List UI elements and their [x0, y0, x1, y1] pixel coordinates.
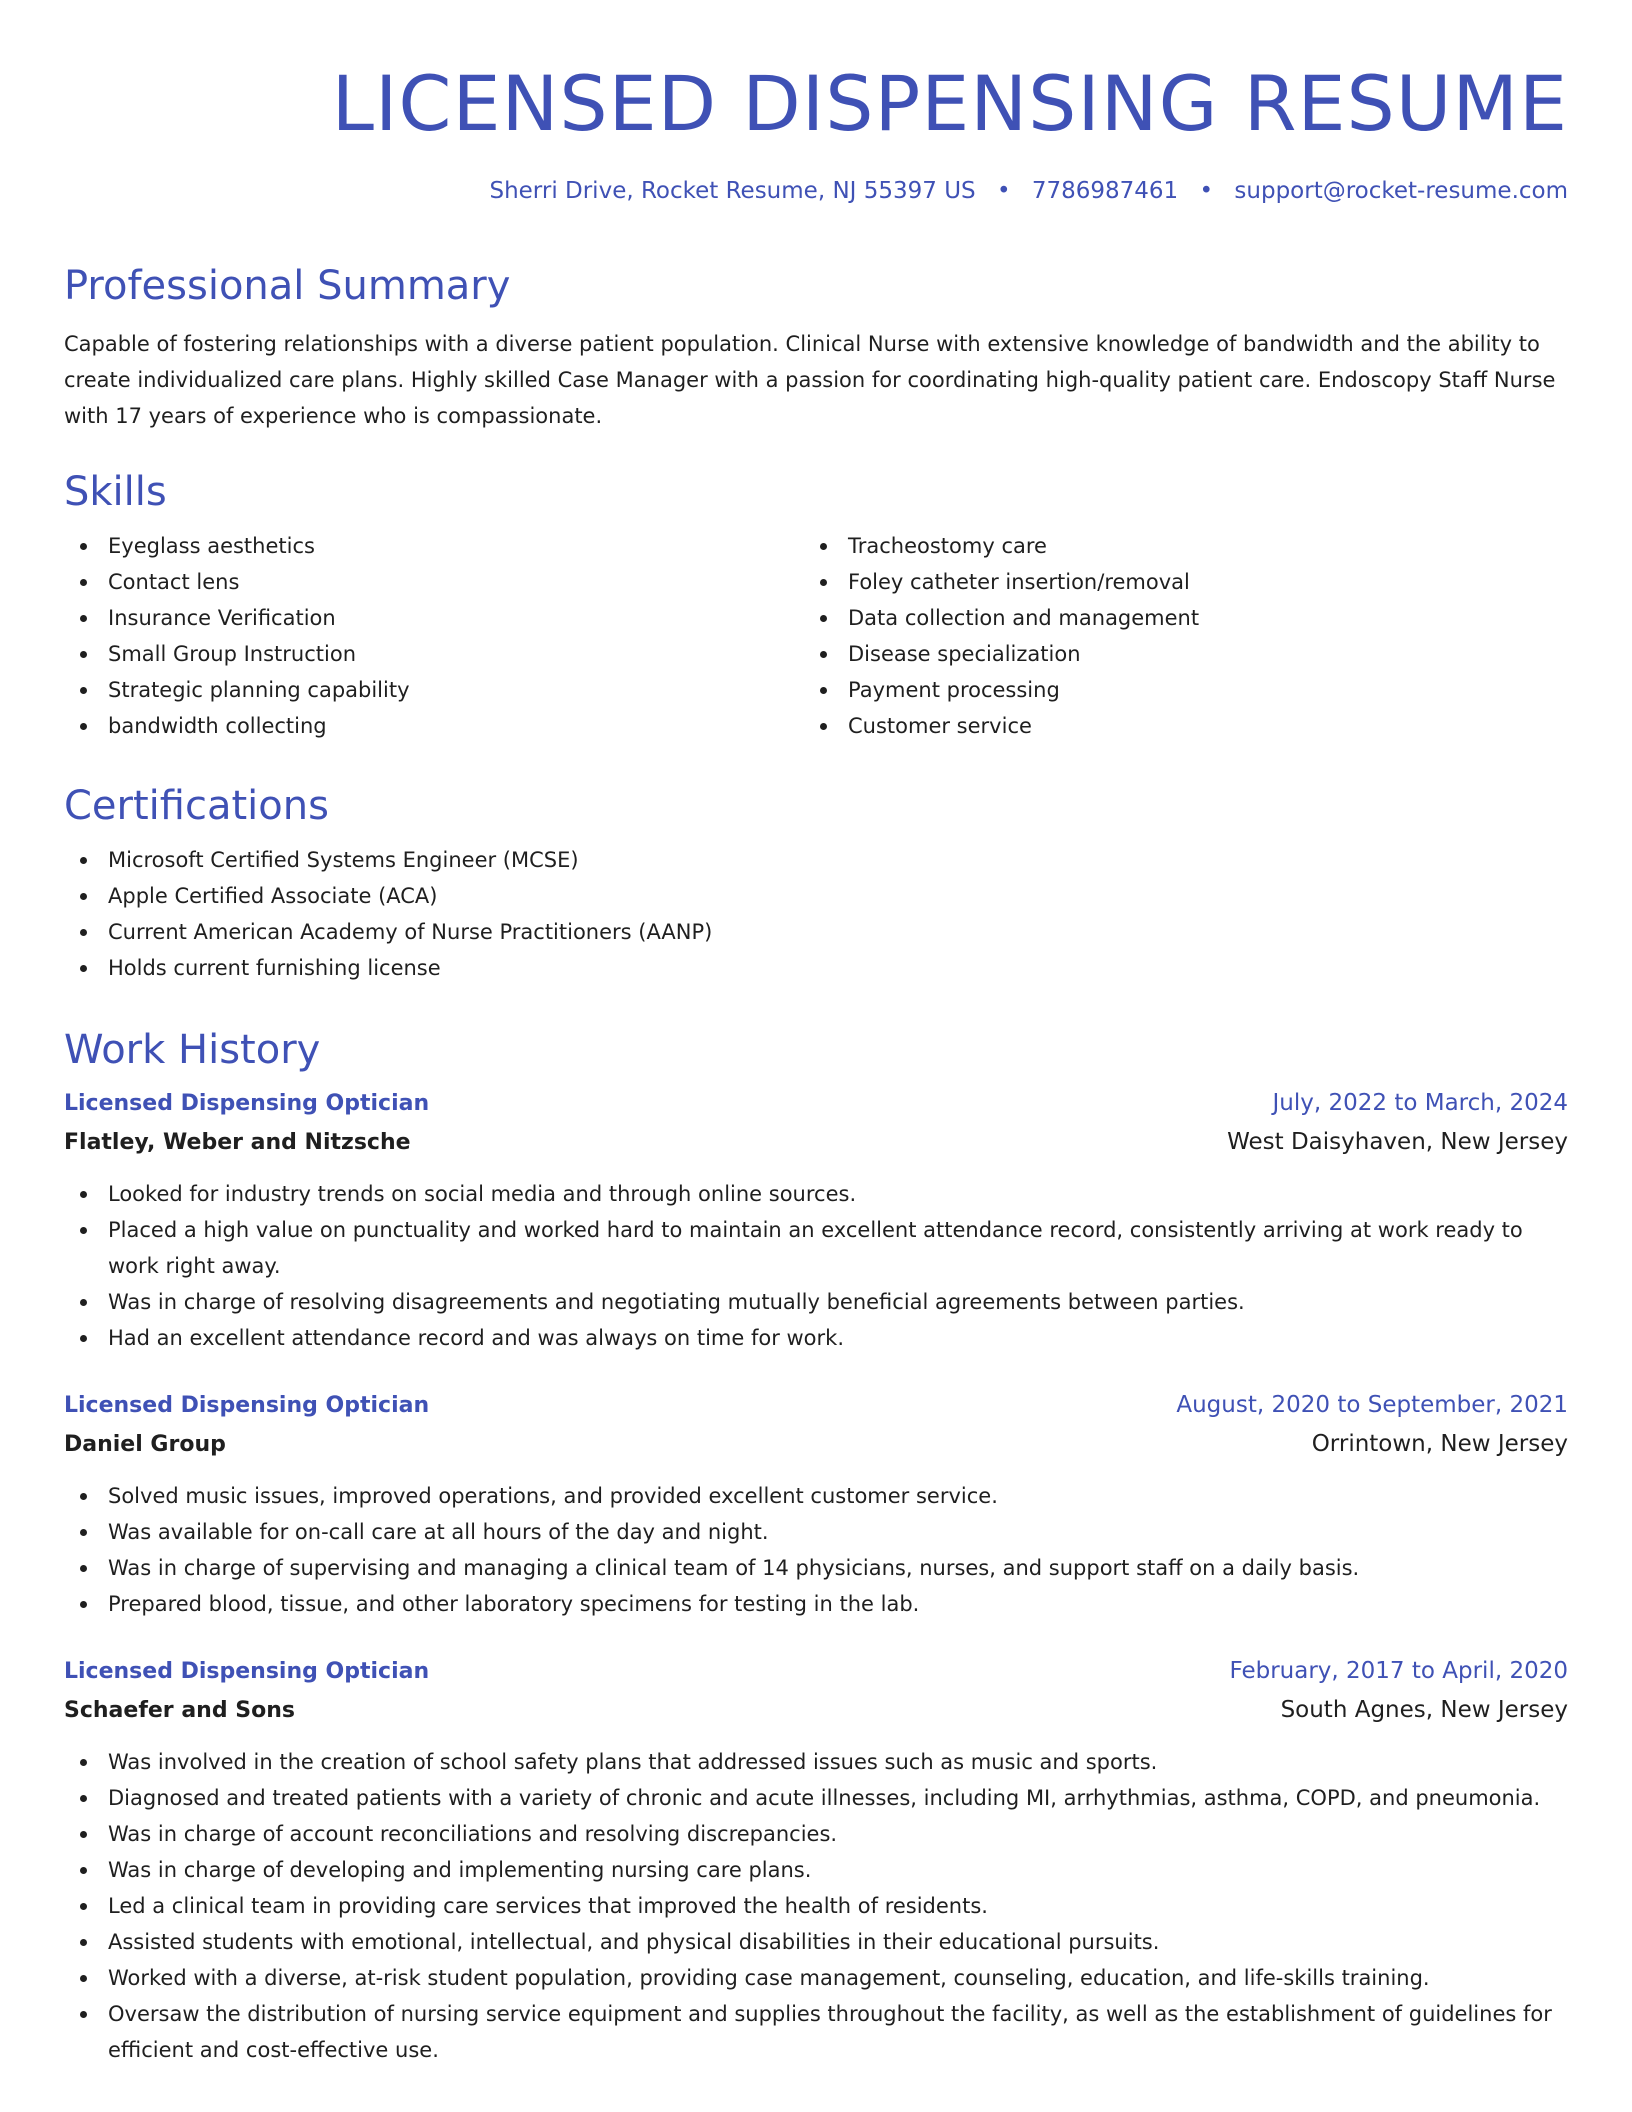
section-title: Certifications	[64, 783, 329, 829]
resume-name: LICENSED DISPENSING RESUME	[331, 59, 1568, 148]
job-bullet: Led a clinical team in providing care services that improved the health of residents.	[64, 1888, 1568, 1924]
certification-item: Microsoft Certified Systems Engineer (MCSE)	[64, 842, 1568, 878]
job-title: Licensed Dispensing Optician	[64, 1091, 430, 1116]
job-location: Orrintown, New Jersey	[1311, 1431, 1568, 1457]
summary-text: Capable of fostering relationships with a diverse patient population. Clinical Nurse with extensive knowledge of bandwidth and the ability to create individualized care plans. Highly skilled Case Manager with a passion for coordinating high-quality patient care. Endoscopy Staff Nurse with 17 years of experience who is compassionate.	[64, 332, 1556, 428]
contact-line	[489, 178, 1568, 204]
job-dates: August, 2020 to September, 2021	[1176, 1392, 1568, 1418]
certifications-section	[64, 780, 1568, 986]
skill-item: Foley catheter insertion/removal	[804, 564, 1544, 600]
job-bullet: Worked with a diverse, at-risk student population, providing case management, counseling, education, and life-skills training.	[64, 1960, 1568, 1996]
skill-item: Eyeglass aesthetics	[64, 528, 804, 564]
work-history-section	[64, 1024, 1568, 2068]
job-bullet: Was in charge of account reconciliations and resolving discrepancies.	[64, 1816, 1568, 1852]
job-dates: February, 2017 to April, 2020	[1229, 1658, 1568, 1684]
job-entry	[64, 1386, 1568, 1622]
certification-item: Holds current furnishing license	[64, 950, 1568, 986]
job-bullet: Oversaw the distribution of nursing service equipment and supplies throughout the facility, as well as the establishment of guidelines for efficient and cost-effective use.	[64, 1996, 1568, 2068]
job-location: West Daisyhaven, New Jersey	[1227, 1129, 1568, 1155]
job-header	[64, 1652, 1568, 1691]
job-bullet: Was in charge of supervising and managing a clinical team of 14 physicians, nurses, and support staff on a daily basis.	[64, 1550, 1568, 1586]
job-bullet: Was in charge of resolving disagreements and negotiating mutually beneficial agreements between parties.	[64, 1284, 1568, 1320]
job-company: Flatley, Weber and Nitzsche	[64, 1130, 411, 1155]
skills-column-right	[804, 528, 1544, 744]
skill-item: Tracheostomy care	[804, 528, 1544, 564]
job-bullets	[64, 1744, 1568, 2068]
skill-item: Insurance Verification	[64, 600, 804, 636]
contact-address: Sherri Drive, Rocket Resume, NJ 55397 US	[489, 178, 976, 204]
skills-section	[64, 466, 1568, 744]
skills-list-right	[804, 528, 1544, 744]
job-bullet: Placed a high value on punctuality and worked hard to maintain an excellent attendance record, consistently arriving at work ready to work right away.	[64, 1212, 1568, 1284]
contact-separator: •	[1199, 178, 1214, 204]
job-bullet: Looked for industry trends on social media and through online sources.	[64, 1176, 1568, 1212]
section-title: Work History	[64, 1027, 321, 1073]
skill-item: Customer service	[804, 708, 1544, 744]
job-subheader	[64, 1691, 1568, 1730]
skill-item: Small Group Instruction	[64, 636, 804, 672]
job-bullet: Was available for on-call care at all hours of the day and night.	[64, 1514, 1568, 1550]
skill-item: Disease specialization	[804, 636, 1544, 672]
certifications-list	[64, 842, 1568, 986]
skills-list-left	[64, 528, 804, 744]
job-bullet: Was in charge of developing and implementing nursing care plans.	[64, 1852, 1568, 1888]
skill-item: bandwidth collecting	[64, 708, 804, 744]
job-location: South Agnes, New Jersey	[1280, 1697, 1568, 1723]
job-bullet: Prepared blood, tissue, and other laboratory specimens for testing in the lab.	[64, 1586, 1568, 1622]
job-company: Daniel Group	[64, 1432, 226, 1457]
job-bullet: Assisted students with emotional, intellectual, and physical disabilities in their educational pursuits.	[64, 1924, 1568, 1960]
section-title: Skills	[64, 469, 167, 515]
contact-separator: •	[996, 178, 1011, 204]
job-header	[64, 1084, 1568, 1123]
job-entry	[64, 1652, 1568, 2068]
contact-email: support@rocket-resume.com	[1234, 178, 1568, 204]
job-bullet: Diagnosed and treated patients with a variety of chronic and acute illnesses, including MI, arrhythmias, asthma, COPD, and pneumonia.	[64, 1780, 1568, 1816]
job-dates: July, 2022 to March, 2024	[1272, 1090, 1568, 1116]
job-header	[64, 1386, 1568, 1425]
job-subheader	[64, 1123, 1568, 1162]
job-bullet: Solved music issues, improved operations, and provided excellent customer service.	[64, 1478, 1568, 1514]
skill-item: Data collection and management	[804, 600, 1544, 636]
contact-phone: 7786987461	[1031, 178, 1179, 204]
certification-item: Apple Certified Associate (ACA)	[64, 878, 1568, 914]
job-title: Licensed Dispensing Optician	[64, 1659, 430, 1684]
job-company: Schaefer and Sons	[64, 1698, 295, 1723]
job-bullet: Had an excellent attendance record and was always on time for work.	[64, 1320, 1568, 1356]
skills-grid	[64, 528, 1568, 744]
certification-item: Current American Academy of Nurse Practitioners (AANP)	[64, 914, 1568, 950]
section-title: Professional Summary	[64, 263, 511, 309]
job-bullets	[64, 1176, 1568, 1356]
job-bullet: Was involved in the creation of school safety plans that addressed issues such as music and sports.	[64, 1744, 1568, 1780]
skill-item: Strategic planning capability	[64, 672, 804, 708]
job-title: Licensed Dispensing Optician	[64, 1393, 430, 1418]
skill-item: Payment processing	[804, 672, 1544, 708]
professional-summary-section	[64, 260, 1568, 434]
skills-column-left	[64, 528, 804, 744]
job-entry	[64, 1084, 1568, 1356]
job-subheader	[64, 1425, 1568, 1464]
skill-item: Contact lens	[64, 564, 804, 600]
job-bullets	[64, 1478, 1568, 1622]
